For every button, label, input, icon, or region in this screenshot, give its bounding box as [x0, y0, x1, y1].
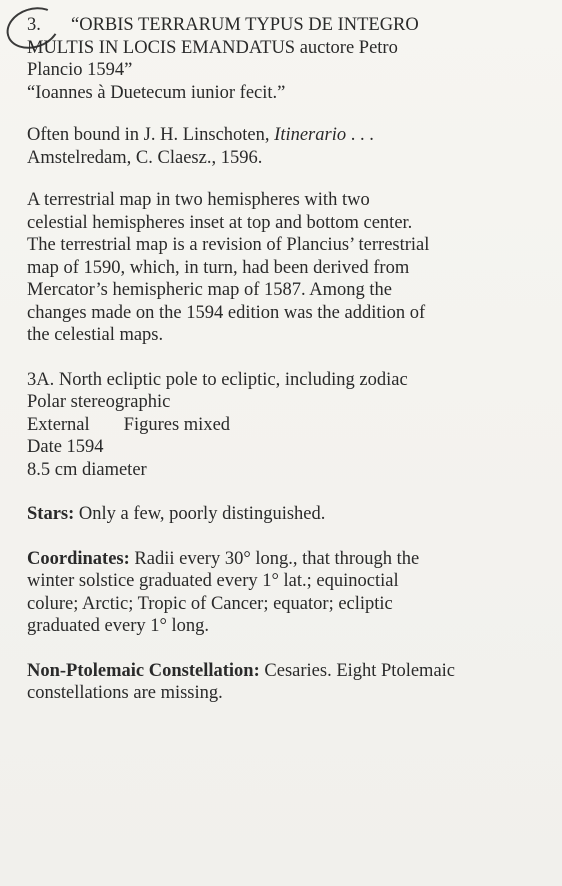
- bound-title-italic: Itinerario: [274, 125, 347, 145]
- stars-line: [27, 503, 547, 526]
- constellations-text: Cesaries. Eight Ptolemaic: [259, 660, 456, 681]
- entry-3a-date: Date 1594: [27, 437, 104, 457]
- coordinates-label: Coordinates:: [27, 548, 130, 569]
- bound-line-1: [27, 124, 547, 147]
- title-line-2: MULTIS IN LOCIS EMANDATUS auctore Petro: [27, 37, 398, 58]
- bound-prefix: Often bound in J. H. Linschoten,: [27, 125, 275, 145]
- coordinates-line-1: [27, 548, 547, 571]
- description-line: The terrestrial map is a revision of Plancius’ terrestrial: [27, 235, 430, 255]
- entry-number: 3.: [27, 15, 41, 35]
- coordinates-text: Radii every 30° long., that through the: [129, 548, 420, 569]
- title-text-1: “ORBIS TERRARUM TYPUS DE INTEGRO: [71, 15, 419, 35]
- title-line-3: Plancio 1594”: [27, 60, 133, 80]
- constellations-line-1: [27, 660, 547, 683]
- entry-3a-figures: Figures mixed: [123, 414, 231, 435]
- spacer: [27, 526, 547, 548]
- entry-3a-view: External: [27, 414, 90, 435]
- constellations-line-2: constellations are missing.: [27, 683, 223, 703]
- description-line: map of 1590, which, in turn, had been derived from: [27, 257, 410, 278]
- bound-suffix: . . .: [346, 125, 374, 145]
- description-line: changes made on the 1594 edition was the addition of: [27, 302, 426, 323]
- coordinates-line-2: winter solstice graduated every 1° lat.; equinoctial: [27, 571, 399, 591]
- description-line: Mercator’s hemispheric map of 1587. Among the: [27, 280, 392, 300]
- description-line: the celestial maps.: [27, 325, 164, 345]
- entry-3a-line-1: 3A. North ecliptic pole to ecliptic, including zodiac: [27, 369, 408, 390]
- catalog-entry: [27, 14, 547, 705]
- entry-3a-line-3: [27, 414, 547, 437]
- title-line-4: “Ioannes à Duetecum iunior fecit.”: [27, 82, 286, 103]
- spacer: [27, 481, 547, 503]
- coordinates-line-4: graduated every 1° long.: [27, 616, 210, 636]
- constellations-label: Non-Ptolemaic Constellation:: [27, 660, 260, 681]
- bound-line-2: Amstelredam, C. Claesz., 1596.: [27, 147, 263, 168]
- description-line: A terrestrial map in two hemispheres with two: [27, 190, 370, 210]
- spacer: [27, 169, 547, 189]
- stars-label: Stars:: [27, 504, 75, 524]
- spacer: [27, 347, 547, 369]
- stars-text: Only a few, poorly distinguished.: [74, 504, 326, 524]
- entry-3a-diameter: 8.5 cm diameter: [27, 459, 147, 480]
- entry-3a-projection: Polar stereographic: [27, 392, 171, 412]
- spacer: [27, 104, 547, 124]
- spacer: [27, 638, 547, 660]
- coordinates-line-3: colure; Arctic; Tropic of Cancer; equator; ecliptic: [27, 593, 393, 614]
- title-line-1: [27, 14, 547, 37]
- description-line: celestial hemispheres inset at top and bottom center.: [27, 212, 413, 233]
